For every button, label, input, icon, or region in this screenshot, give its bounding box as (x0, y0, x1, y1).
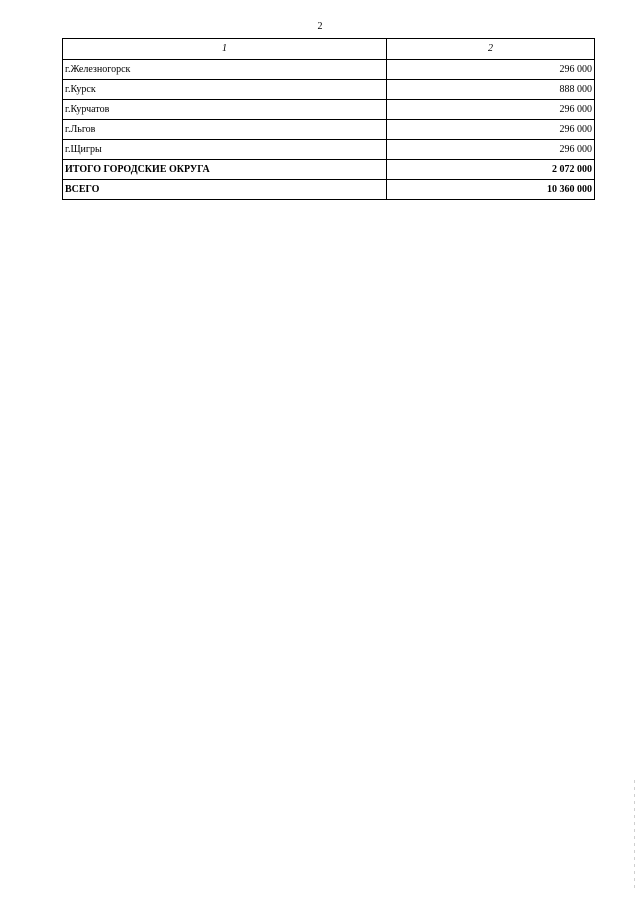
row-name: г.Курск (63, 80, 387, 100)
table-row (63, 120, 595, 140)
scan-edge-mark (634, 780, 635, 890)
table-row (63, 100, 595, 120)
subtotal-label: ИТОГО ГОРОДСКИЕ ОКРУГА (63, 160, 387, 180)
row-value: 296 000 (387, 120, 595, 140)
table-row (63, 140, 595, 160)
grand-total-row (63, 180, 595, 200)
column-header-1: 1 (63, 39, 387, 60)
row-name: г.Щигры (63, 140, 387, 160)
table-row (63, 60, 595, 80)
row-value: 296 000 (387, 100, 595, 120)
page-number: 2 (317, 21, 323, 32)
row-value: 296 000 (387, 60, 595, 80)
column-header-2: 2 (387, 39, 595, 60)
table-header-row (63, 39, 595, 60)
row-name: г.Железногорск (63, 60, 387, 80)
row-name: г.Льгов (63, 120, 387, 140)
row-value: 888 000 (387, 80, 595, 100)
allocation-table (62, 38, 595, 200)
subtotal-row (63, 160, 595, 180)
table-row (63, 80, 595, 100)
subtotal-value: 2 072 000 (387, 160, 595, 180)
grand-total-label: ВСЕГО (63, 180, 387, 200)
grand-total-value: 10 360 000 (387, 180, 595, 200)
row-value: 296 000 (387, 140, 595, 160)
row-name: г.Курчатов (63, 100, 387, 120)
